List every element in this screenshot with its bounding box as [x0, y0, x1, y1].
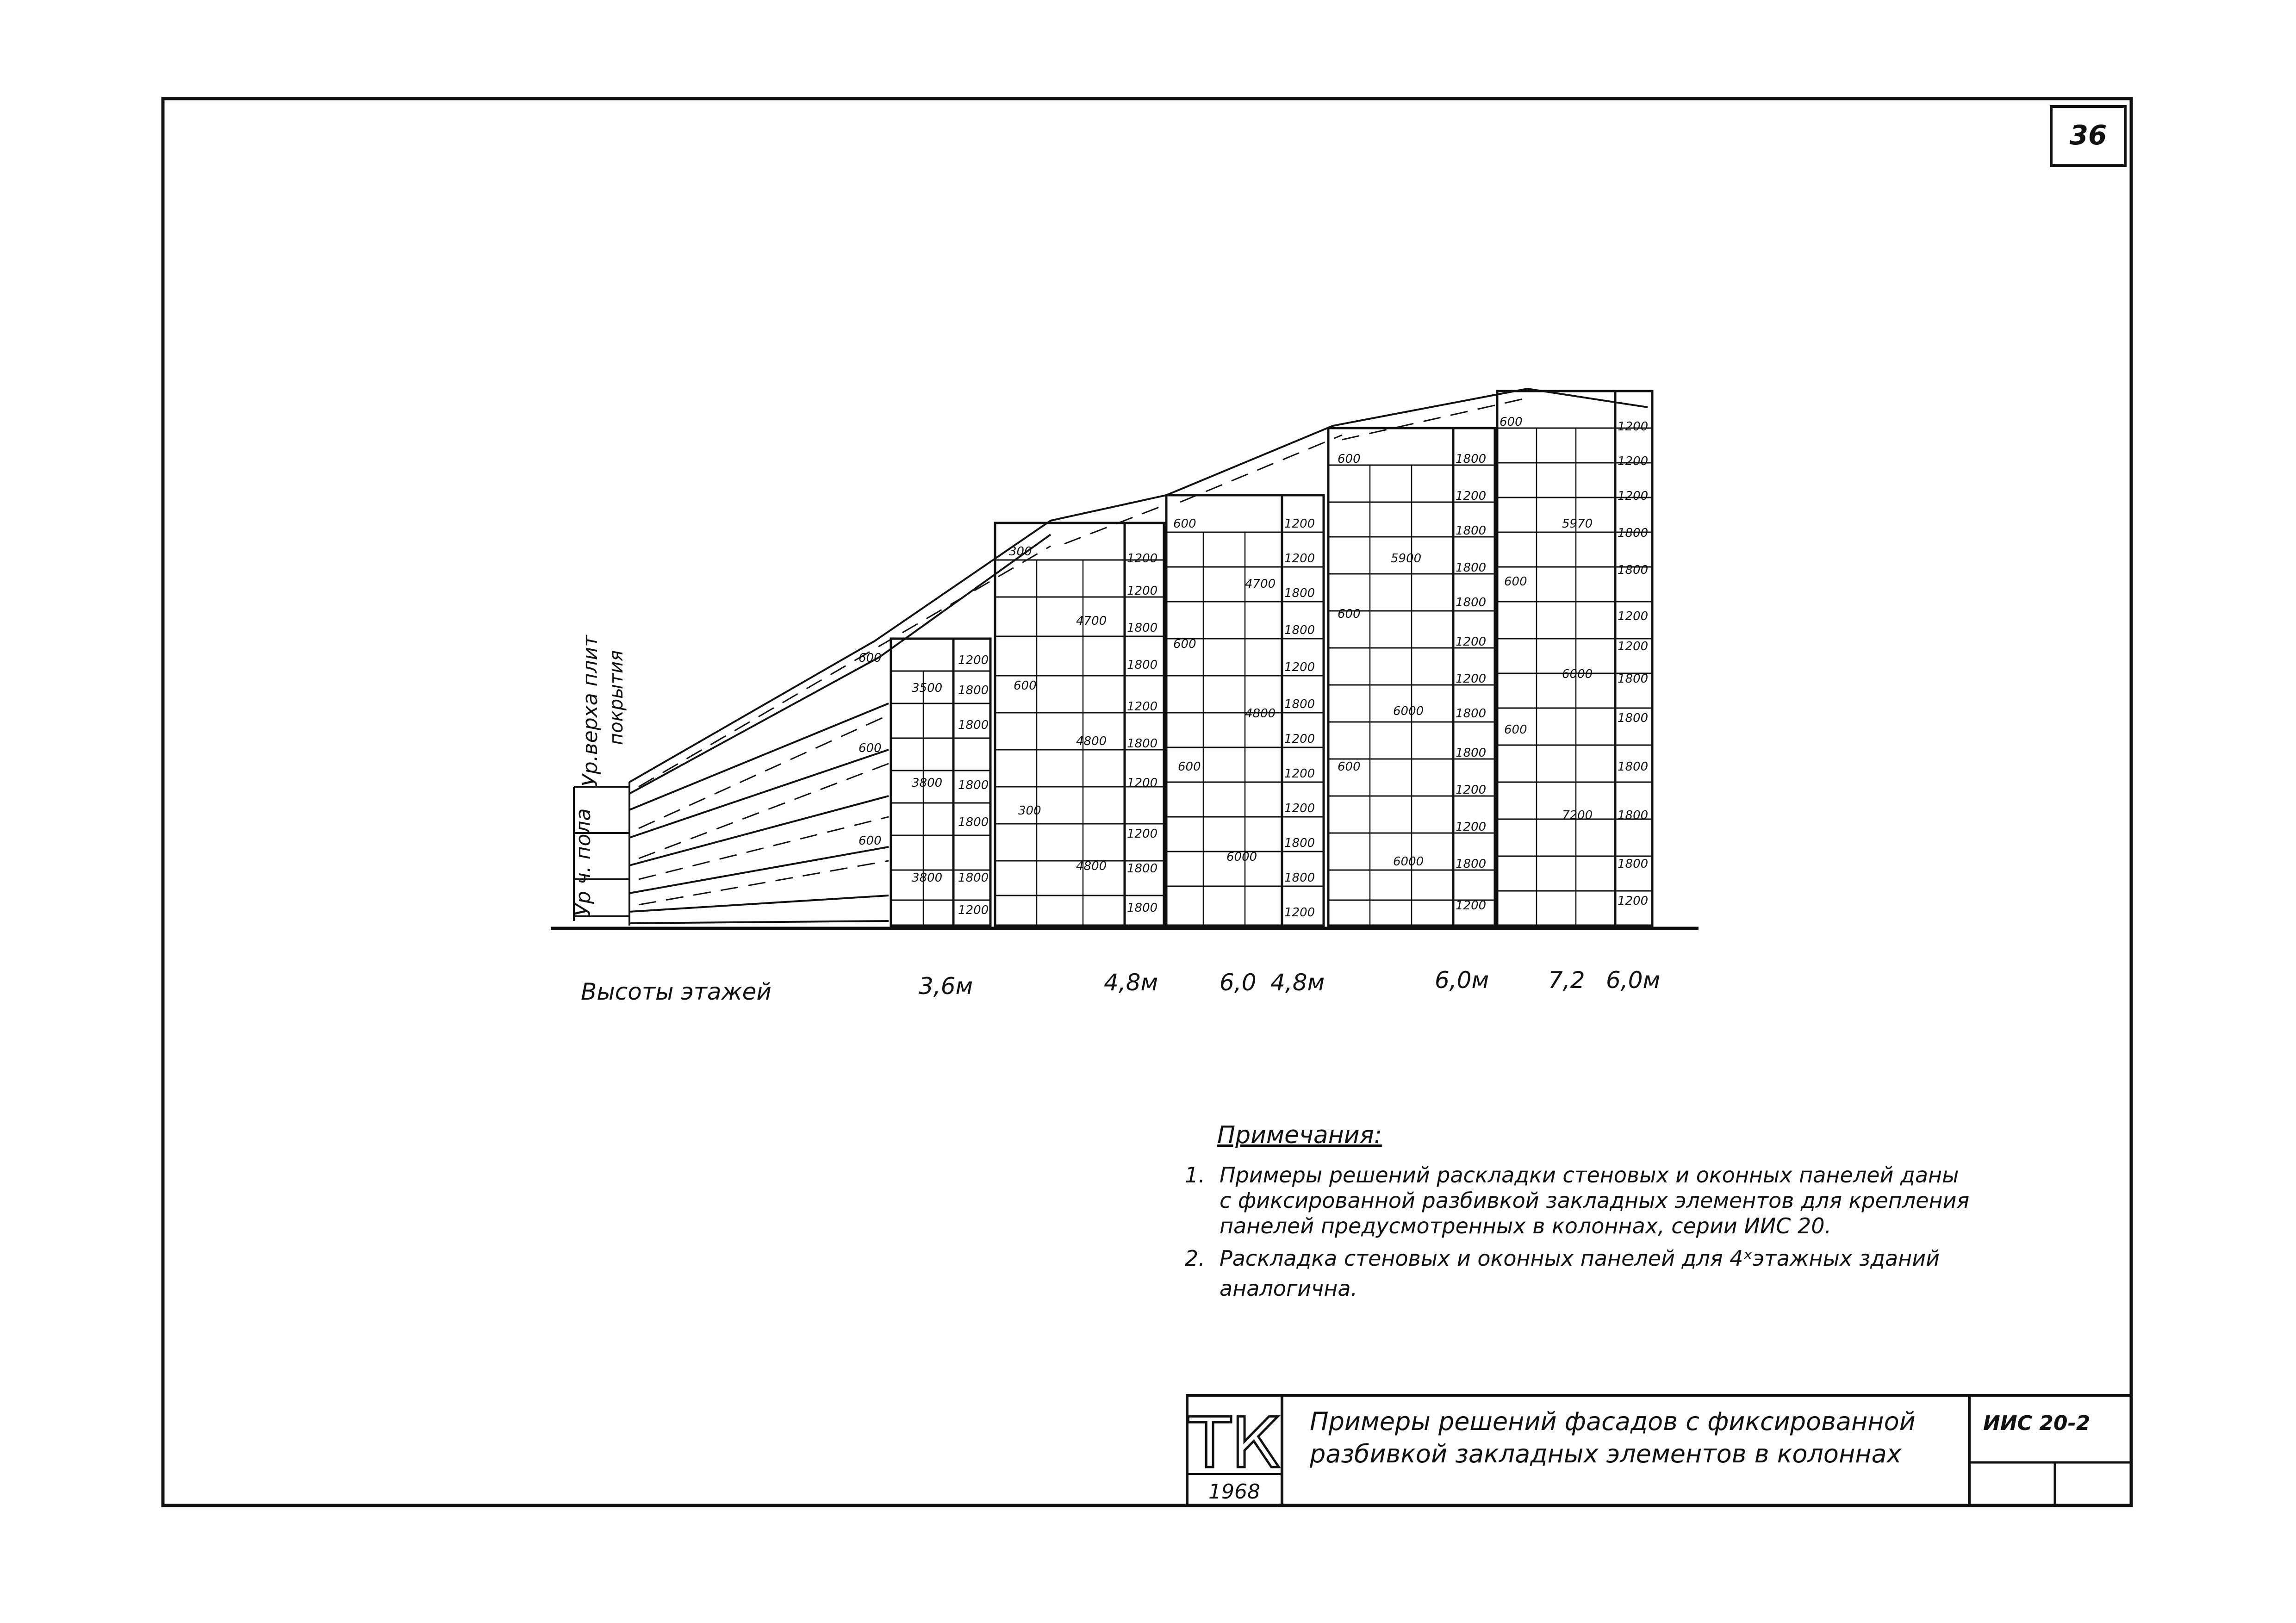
notes-block [1185, 1121, 1969, 1301]
block-2-span: 4700 [1076, 614, 1107, 628]
title-year: 1968 [1208, 1480, 1260, 1504]
floor-height: 4,8м [1104, 969, 1158, 996]
block-2-panel: 1200 [1127, 584, 1158, 598]
block-1-panel: 1800 [958, 778, 989, 792]
note-1-line: панелей предусмотренных в колоннах, серии ИИС 20. [1220, 1213, 1832, 1238]
block-1-span: 3800 [912, 776, 943, 790]
note-1-line: Примеры решений раскладки стеновых и оконных панелей даны [1220, 1163, 1959, 1188]
block-2-panel: 1800 [1127, 658, 1158, 672]
block-1-dims [859, 651, 989, 917]
note-2-line: аналогична. [1220, 1276, 1358, 1301]
block-4-panel: 1200 [1456, 783, 1487, 797]
roof-slab-label: Ур.верха плит [579, 635, 602, 787]
block-3-span: 4800 [1245, 707, 1276, 721]
block-3-dims [1173, 517, 1315, 920]
block-4-panel: 1800 [1456, 707, 1487, 721]
block-3-panel: 1200 [1284, 732, 1315, 746]
block-3-panel: 1200 [1284, 552, 1315, 566]
block-3-span: 4700 [1245, 577, 1276, 591]
block-3-span: 6000 [1226, 850, 1257, 864]
block-4-offset: 600 [1338, 607, 1361, 621]
block-1-span: 3800 [912, 871, 943, 885]
block-1-offset: 600 [859, 651, 882, 665]
block-3-panel: 1800 [1284, 871, 1315, 885]
block-3-panel: 1800 [1284, 586, 1315, 600]
block-5-panel: 1200 [1618, 454, 1649, 468]
block-2-offset: 300 [1018, 804, 1041, 818]
block-4-panel: 1800 [1456, 857, 1487, 871]
title-block [1187, 1395, 2131, 1505]
block-3-offset: 600 [1173, 637, 1196, 651]
block-2-panel: 1800 [1127, 862, 1158, 876]
block-5-panel: 1800 [1618, 857, 1649, 871]
block-2-panel: 1800 [1127, 621, 1158, 635]
floor-height: 3,6м [919, 973, 973, 1000]
block-1-panel: 1200 [958, 903, 989, 917]
note-1-number: 1. [1185, 1163, 1205, 1188]
block-4-offset: 600 [1338, 760, 1361, 774]
block-5-offset: 600 [1504, 723, 1527, 737]
block-3-panel: 1800 [1284, 836, 1315, 850]
block-4-span: 6000 [1393, 704, 1424, 718]
floor-height: 4,8м [1270, 969, 1325, 996]
sheet-frame [163, 99, 2131, 1505]
block-5-panel: 1200 [1618, 609, 1649, 623]
block-3-offset: 600 [1173, 517, 1196, 531]
floor-height: 6,0м [1606, 967, 1661, 994]
block-1-panel: 1800 [958, 684, 989, 697]
block-4-panel: 1800 [1456, 561, 1487, 575]
panel-joints [891, 428, 1652, 900]
block-3-panel: 1200 [1284, 517, 1315, 531]
block-2-panel: 1800 [1127, 901, 1158, 915]
block-1-panel: 1800 [958, 871, 989, 885]
title-line-1: Примеры решений фасадов с фиксированной [1310, 1407, 1916, 1436]
block-1-span: 3500 [912, 681, 943, 695]
page-number-box [2051, 106, 2125, 166]
block-4-panel: 1200 [1456, 489, 1487, 503]
block-5-panel: 1200 [1618, 489, 1649, 503]
block-3-panel: 1200 [1284, 802, 1315, 815]
block-4-panel: 1200 [1456, 635, 1487, 649]
block-4-panel: 1200 [1456, 672, 1487, 686]
block-3-panel: 1200 [1284, 906, 1315, 920]
note-2-line: Раскладка стеновых и оконных панелей для 4ˣэтажных зданий [1220, 1246, 1940, 1271]
block-2-offset: 600 [1014, 679, 1037, 693]
floor-heights-row [581, 967, 1660, 1005]
block-4-offset: 600 [1338, 452, 1361, 466]
block-1-panel: 1800 [958, 815, 989, 829]
block-5-panel: 1200 [1618, 640, 1649, 653]
block-4-panel: 1800 [1456, 524, 1487, 538]
floor-heights-label: Высоты этажей [581, 978, 772, 1005]
block-2-span: 4800 [1076, 859, 1107, 873]
note-2-number: 2. [1185, 1246, 1205, 1271]
page-number: 36 [2069, 119, 2107, 151]
block-3-offset: 600 [1178, 760, 1201, 774]
block-3-panel: 1200 [1284, 767, 1315, 781]
block-3-panel: 1200 [1284, 660, 1315, 674]
block-4-panel: 1800 [1456, 746, 1487, 760]
block-5-offset: 600 [1500, 415, 1523, 429]
block-1-offset: 600 [859, 834, 882, 848]
block-5-panel: 1800 [1618, 672, 1649, 686]
block-5-span: 5970 [1562, 517, 1593, 531]
block-2-panel: 1200 [1127, 700, 1158, 714]
floor-height: 6,0м [1435, 967, 1489, 994]
facade-section-drawing [551, 389, 1699, 928]
tk-logo: ТК [1188, 1403, 1281, 1484]
block-5-panel: 1800 [1618, 711, 1649, 725]
block-4-panel: 1200 [1456, 820, 1487, 834]
block-5-panel: 1800 [1618, 808, 1649, 822]
block-1-panel: 1200 [958, 653, 989, 667]
block-2-panel: 1200 [1127, 552, 1158, 566]
roof-slab-label-2: покрытия [606, 650, 627, 745]
notes-heading: Примечания: [1217, 1121, 1382, 1149]
floor-height: 7,2 [1548, 967, 1585, 994]
block-4-span: 5900 [1391, 552, 1422, 566]
dimension-labels [859, 415, 1648, 920]
floor-height: 6,0 [1220, 969, 1257, 996]
block-5-panel: 1200 [1618, 420, 1649, 434]
block-2-panel: 1200 [1127, 776, 1158, 790]
series-code: ИИС 20-2 [1983, 1412, 2091, 1435]
block-5-span: 7200 [1562, 808, 1593, 822]
block-2-span: 4800 [1076, 734, 1107, 748]
block-5 [1497, 391, 1652, 926]
title-line-2: разбивкой закладных элементов в колоннах [1310, 1439, 1902, 1468]
block-4-span: 6000 [1393, 855, 1424, 869]
block-2-offset: 300 [1009, 545, 1032, 559]
section-labels [572, 634, 627, 916]
block-2-panel: 1800 [1127, 737, 1158, 751]
block-2-panel: 1200 [1127, 827, 1158, 841]
block-4-panel: 1800 [1456, 452, 1487, 466]
block-1-panel: 1800 [958, 718, 989, 732]
block-5-dims [1500, 415, 1648, 908]
block-4-panel: 1800 [1456, 596, 1487, 609]
block-5-panel: 1800 [1618, 760, 1649, 774]
block-4-panel: 1200 [1456, 899, 1487, 913]
block-1-offset: 600 [859, 741, 882, 755]
block-5-panel: 1800 [1618, 526, 1649, 540]
floor-level-label: Ур ч. пола [572, 808, 595, 916]
block-5-panel: 1200 [1618, 894, 1649, 908]
block-5-offset: 600 [1504, 575, 1527, 589]
block-5-panel: 1800 [1618, 563, 1649, 577]
block-3-panel: 1800 [1284, 623, 1315, 637]
block-3-panel: 1800 [1284, 697, 1315, 711]
note-1-line: с фиксированной разбивкой закладных элементов для крепления [1220, 1188, 1970, 1213]
block-5-span: 6000 [1562, 667, 1593, 681]
